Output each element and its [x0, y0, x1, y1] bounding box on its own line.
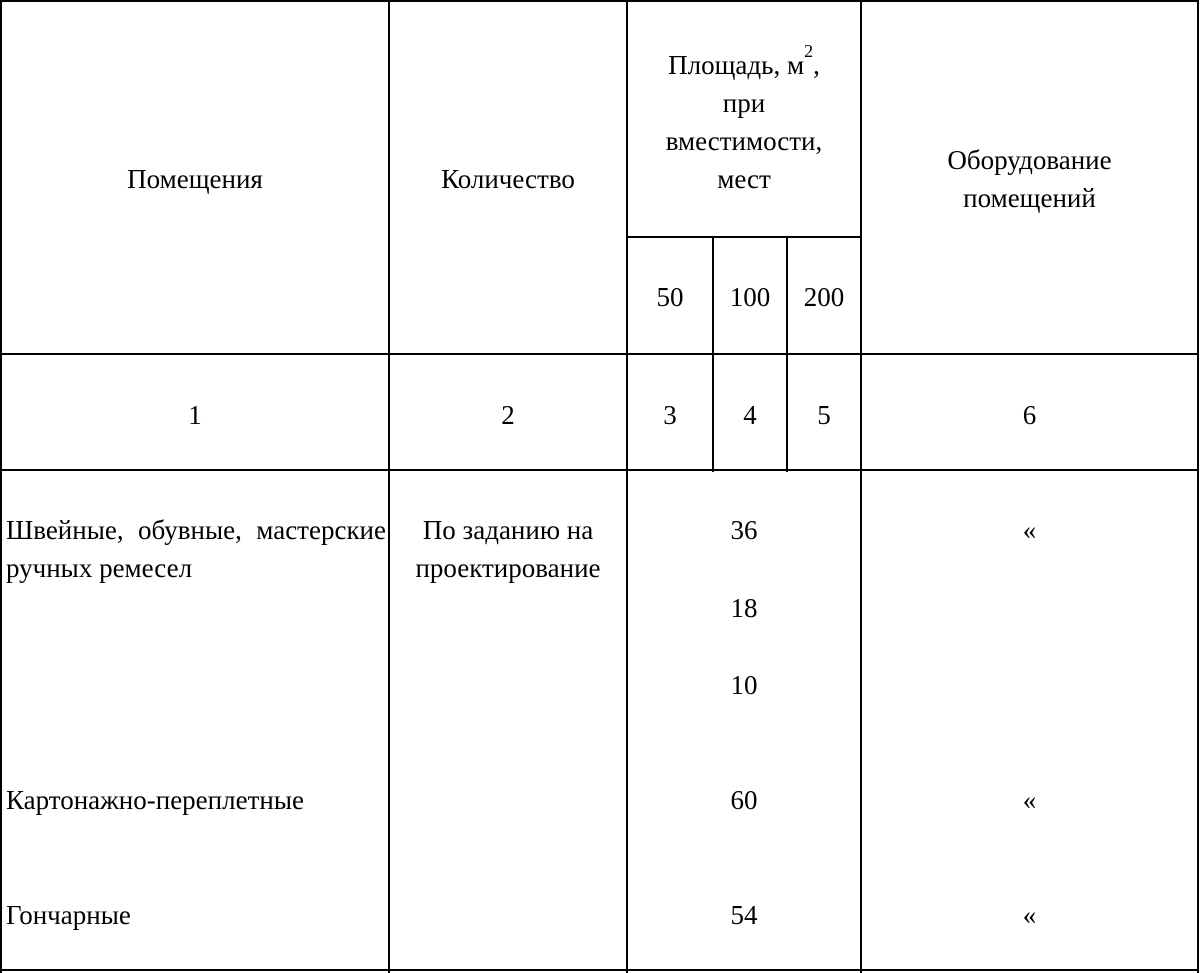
col-number: 3 [663, 400, 677, 430]
col-number: 6 [1022, 400, 1037, 430]
row-name: Гончарные [6, 900, 131, 930]
row-area: 10 [730, 670, 758, 700]
row-quantity-line2: проектирование [415, 553, 601, 583]
header-cap-50: 50 [656, 282, 684, 312]
row-equipment: « [1022, 515, 1037, 545]
col-number: 5 [817, 400, 831, 430]
header-rooms: Помещения [127, 164, 263, 194]
row-area: 54 [730, 900, 758, 930]
row-name: Картонажно-переплетные [6, 785, 304, 815]
row-name: Швейные, обувные, мастерские ручных ремесел [6, 515, 386, 583]
row-divider [626, 236, 862, 238]
header-area-line4: мест [717, 164, 771, 194]
header-equipment: Оборудование [947, 145, 1112, 175]
header-quantity: Количество [441, 164, 575, 194]
col-number: 4 [743, 400, 757, 430]
row-quantity: По заданию на [422, 515, 594, 545]
row-area: 60 [730, 785, 758, 815]
header-cap-100: 100 [729, 282, 771, 312]
table-border-right [1197, 0, 1199, 973]
col-divider [786, 238, 788, 472]
header-equipment-line2: помещений [963, 183, 1096, 213]
table-border-top [0, 0, 1199, 2]
header-area-line2: при [722, 88, 766, 118]
row-equipment: « [1022, 900, 1037, 930]
table-border-left [0, 0, 2, 973]
row-area: 18 [730, 593, 758, 623]
row-area: 36 [730, 515, 758, 545]
row-equipment: « [1022, 785, 1037, 815]
header-area: Площадь, $м^2$, [668, 41, 820, 80]
row-divider [0, 469, 1199, 471]
col-number: 1 [188, 400, 202, 430]
row-divider [0, 353, 1199, 355]
col-divider [712, 238, 714, 472]
col-divider [388, 0, 390, 973]
table-border-bottom [0, 969, 1199, 971]
col-number: 2 [501, 400, 515, 430]
header-cap-200: 200 [803, 282, 845, 312]
header-area-line3: вместимости, [665, 126, 823, 156]
